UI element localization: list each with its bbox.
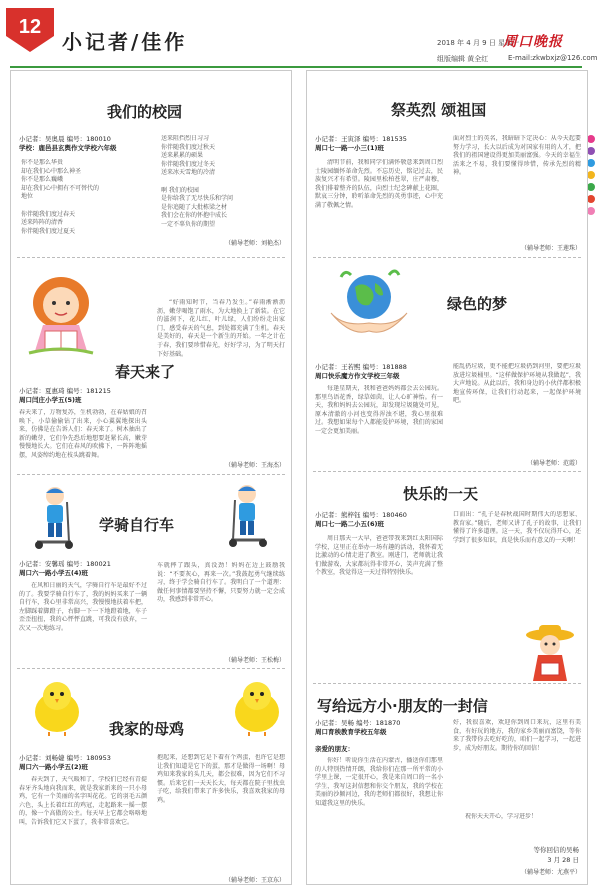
school-info: 学校：鹿邑县玄舆作文学校六年级	[19, 144, 117, 152]
poem-line: 你伴随我们度过秋天	[161, 143, 216, 151]
dot-icon	[587, 159, 595, 167]
article-body-left: 春天来了，万物复苏，生机勃勃，在春姑娘的召唤下，小草偷偷钻了出来，小心翼翼地探出头来，仿佛是在告诉人们：春天来了。树木抽出了新的嫩芽，它们争先恐后地想要赶紧长高，嫩芽慢慢地长大。它们在春风的吹拂下，一阵阵地摇摆，风姿绰约地在枝头跳着舞。	[19, 409, 147, 459]
article-body-right: “好雨知时节，当春乃发生。”春雨淅淅沥沥，嫩芽喝饱了雨水，为大地换上了新装。在它的滋润下，花儿红、叶儿绿，人们纷纷走出家门，感受春天的气息，到处都充满了生机。春天是美好的，春天是一个新生的开始。一年之计在于春，我们要珍惜春光，好好学习，为了明天打下好基础。	[157, 299, 285, 358]
article-body-right: 面对烈士的英名，我暗暗下定决心：从今天起要努力学习，长大以后成为对国家有用的人才，把我们的祖国建设得更加美丽富强。今天的幸福生活来之不易，我们要懂得珍惜，传承先烈的精神。	[453, 135, 581, 177]
article-title: 学骑自行车	[99, 516, 175, 534]
reporter-info: 小记者：吴畅 编号：181870	[315, 719, 401, 727]
school-info: 周口六一路小学五(4)班	[19, 569, 88, 577]
article-hen	[11, 670, 291, 886]
article-title: 快乐的一天	[403, 485, 479, 503]
school-info: 周口快乐魔方作文学校三年级	[315, 372, 400, 380]
article-body-left: 春天到了，天气暖和了，学校们已经有青提春牙齐头地向我而来，就是我家新来的一只小母鸡，它有一个美丽的名字叫花花。它的羽毛五颜六色，头上长着红红的鸡冠，走起路来一摇一摆的，像一个高傲的公主。每天早上它都会咯咯地叫，告诉我们它又下蛋了，我非常喜欢它。	[19, 776, 147, 826]
child-hat-illustration	[521, 623, 579, 685]
divider	[17, 474, 285, 475]
teacher-credit: （辅导老师：王莲珠）	[520, 245, 581, 252]
reporter-info: 小记者：刘畅婕 编号：180953	[19, 754, 111, 762]
school-info: 周口育秧教育学校五年级	[315, 728, 387, 736]
article-campus	[11, 71, 291, 257]
girl-reading-illustration	[21, 267, 101, 359]
letter-closing: 祝你天天开心，学习进步！	[465, 813, 538, 820]
child-scooter-illustration	[223, 482, 273, 548]
dot-icon	[587, 195, 595, 203]
header-rule	[10, 66, 582, 68]
letter-salutation: 亲爱的朋友：	[315, 745, 354, 753]
article-body-right: 车就摔了跟头，真没劲！妈妈在边上鼓励我说：“不要灰心，再来一次。”我鼓起勇气继续练习，终于学会骑自行车了。我明白了一个道理：做任何事情都要坚持不懈，只要努力就一定会成功，我感到非常开心。	[157, 562, 285, 604]
article-title: 绿色的梦	[447, 295, 508, 313]
section-title: 小记者/佳作	[62, 30, 188, 54]
article-letter	[307, 685, 587, 886]
reporter-info: 小记者：王寅泽 编号：181535	[315, 135, 407, 143]
teacher-credit: （辅导老师：王京东）	[224, 877, 285, 884]
teacher-credit: （辅导老师：刘艳杰）	[224, 240, 285, 247]
reporter-info: 小记者：王若熙 编号：181888	[315, 363, 407, 371]
editor-credit: 组版编辑 黄全红	[437, 55, 489, 63]
article-body-left: 每逢星期天，我和爸爸妈妈都会去公园玩。那里鸟语花香，绿草如茵，让人心旷神怡。有一天，我和妈妈去公园玩，却发现垃圾随处可见，原本清澈的小河也变得浑浊不堪，我心里很难过。我想如果每个人都能爱护环境，我们的家园一定会更加美丽。	[315, 385, 443, 435]
issue-date: 2018 年 4 月 9 日 星期一	[437, 39, 520, 47]
dot-icon	[587, 207, 595, 215]
letter-signature: 等你回信的吴畅	[533, 846, 579, 854]
divider	[313, 257, 581, 258]
poem-line	[21, 202, 149, 211]
poem-line: 送来冰天雪地的冷清	[161, 169, 216, 177]
poem-part-2	[161, 135, 287, 235]
newspaper-logo: 周口晚报	[503, 34, 563, 50]
side-decoration-dots	[587, 135, 597, 219]
dot-icon	[587, 135, 595, 143]
teacher-credit: （辅导老师：尤燕平）	[520, 869, 581, 876]
article-spring	[11, 259, 291, 474]
poem-line: 却在我们心中那么神圣	[21, 167, 82, 175]
school-info: 周口七一路二小五(6)班	[315, 520, 384, 528]
poem-line: 你伴随我们度过冬天	[161, 160, 216, 168]
article-bicycle	[11, 476, 291, 668]
article-body-right: 好，我很喜欢，欢迎你到周口来玩，这里有美食，有好玩的地方，我的家乡美丽而富饶，等你来了我带你去吃好吃的，咱们一起学习，一起进步，成为好朋友。期待你的回信！	[453, 719, 581, 752]
teacher-credit: （辅导老师：王海杰）	[224, 462, 285, 469]
article-title: 我们的校园	[107, 103, 183, 121]
contact-email: E-mail:zkwbxjz@126.com	[508, 54, 598, 62]
school-info: 周口七一路一小三(1)班	[315, 144, 384, 152]
divider	[17, 668, 285, 669]
divider	[313, 471, 581, 472]
reporter-info: 小记者：安馨瑶 编号：180021	[19, 560, 111, 568]
poem-line: 是你追随了大批栋梁之材	[161, 203, 228, 211]
poem-line: 啊 我们的校园	[161, 186, 199, 194]
article-title: 春天来了	[115, 363, 176, 381]
poem-line: 你不是那么巍峨	[21, 176, 64, 184]
article-happy-day	[307, 473, 587, 683]
article-green-dream	[307, 259, 587, 471]
poem-line: 我们会在你的怀抱中成长	[161, 212, 228, 220]
poem-line: 送来累累的硕果	[161, 152, 204, 160]
article-title: 祭英烈 颂祖国	[391, 101, 487, 119]
article-body-right: 抱起来，还想到它是下着有个鸡蛋，也许它是想让我们知道是它下的蛋，那才是做得一场啊！母鸡知来我家的头几天，都会很难，因为它们不习惯。后来它们一天天长大，每天都在院子里找虫子吃，给我们带来了许多快乐，我喜欢我家的母鸡。	[157, 754, 285, 804]
article-body-left: 清明节前，我和同学们满怀敬意来到周口烈士陵园缅怀革命先烈。不忘历史，铭记过去，民族复兴才有希望。陵园里松柏苍翠，庄严肃穆，我们排着整齐的队伍，向烈士纪念碑献上花圈，默哀三分钟，聆听革命先烈的英勇事迹，心中充满了敬佩之情。	[315, 159, 443, 209]
article-body-right: 口而出：“孔子是春秋战国时期伟大的思想家、教育家。”随后，老师又讲了孔子的故事，让我们懂得了许多道理。这一天，我不仅玩得开心，还学到了很多知识，真是快乐而有意义的一天啊！	[453, 511, 581, 544]
hands-earth-illustration	[321, 267, 417, 347]
masthead	[0, 0, 600, 62]
poem-line: 送来阻挡烈日习习	[161, 135, 210, 142]
divider	[313, 683, 581, 684]
poem-line: 一定不辜负你的期望	[161, 220, 216, 228]
poem-line	[161, 178, 287, 187]
reporter-info: 小记者：熊梓钰 编号：180460	[315, 511, 407, 519]
page-number: 12	[18, 16, 42, 38]
poem-part-1	[21, 159, 149, 243]
article-body-left: 周日那天一大早，爸爸带我来到红太阳国际学校，这里正在举办一场有趣的活动，我怀着无比激动的心情走进了教室。刚进门，老师就让我们做游戏，大家都玩得非常开心，笑声充满了整个教室，我觉得这一天过得特别快乐。	[315, 535, 443, 577]
poem-line: 地位	[21, 193, 34, 201]
right-column	[306, 70, 588, 885]
school-info: 周口闫庄小学五(5)班	[19, 396, 82, 404]
page-number-badge	[6, 8, 54, 52]
letter-date: 3 月 28 日	[547, 856, 579, 864]
poem-line: 你伴随我们度过春天	[21, 210, 76, 218]
reporter-info: 小记者：夏惠琦 编号：181215	[19, 387, 111, 395]
article-title: 写给远方小·朋友的一封信	[317, 697, 488, 715]
yellow-chick-illustration	[27, 678, 87, 736]
poem-line: 你伴随我们度过夏天	[21, 227, 76, 235]
poem-line: 你不是那么华贵	[21, 159, 64, 166]
poem-line: 是你给我了无尽快乐和学问	[161, 195, 234, 203]
dot-icon	[587, 171, 595, 179]
article-body-left: 在风和日丽的天气，学骑自行车是最好不过的了。我要学骑自行车了，我的妈妈买来了一辆自行车，我心里非常高兴，我慢慢地扶着车把，左脚踩着脚蹬子，右脚一下一下地蹬着地，车子歪歪扭扭，我的心怦怦直跳，可我没有放弃，一次又一次地练习。	[19, 582, 147, 632]
teacher-credit: （辅导老师：范霞）	[526, 460, 581, 467]
article-body-right: 能乱扔垃圾，更不能把垃圾扔到河里，要把垃圾放进垃圾桶里。“这样做保护环境从我做起”，我大声地说。从此以后，我和身边的小伙伴都积极地宣传环保，让我们行动起来，一起保护环境吧。	[453, 363, 581, 405]
poem-line: 却在我们心中拥有不可替代的	[21, 184, 100, 192]
school-info: 周口六一路小学五(2)班	[19, 763, 88, 771]
divider	[17, 257, 285, 258]
article-martyrs	[307, 71, 587, 257]
yellow-chick-illustration	[227, 678, 287, 736]
left-column	[10, 70, 292, 885]
dot-icon	[587, 183, 595, 191]
article-title: 我家的母鸡	[109, 720, 185, 738]
poem-line: 送来阵阵的清香	[21, 219, 64, 227]
article-body-left: 你好！听说你生活在内蒙古，播送你们那里的人特别热情开朗，我给你们在那一所平常的小学里上课，一定很开心，我是来自周口的一名小学生，我写这封信想和你交个朋友，我的学校在美丽的沙颍河边，我的老师们都很好，我想让你知道我这里的快乐。	[315, 757, 443, 807]
teacher-credit: （辅导老师：王松梅）	[224, 657, 285, 664]
dot-icon	[587, 147, 595, 155]
child-scooter-illustration	[29, 484, 79, 550]
reporter-info: 小记者：吴奥晨 编号：180010	[19, 135, 111, 143]
